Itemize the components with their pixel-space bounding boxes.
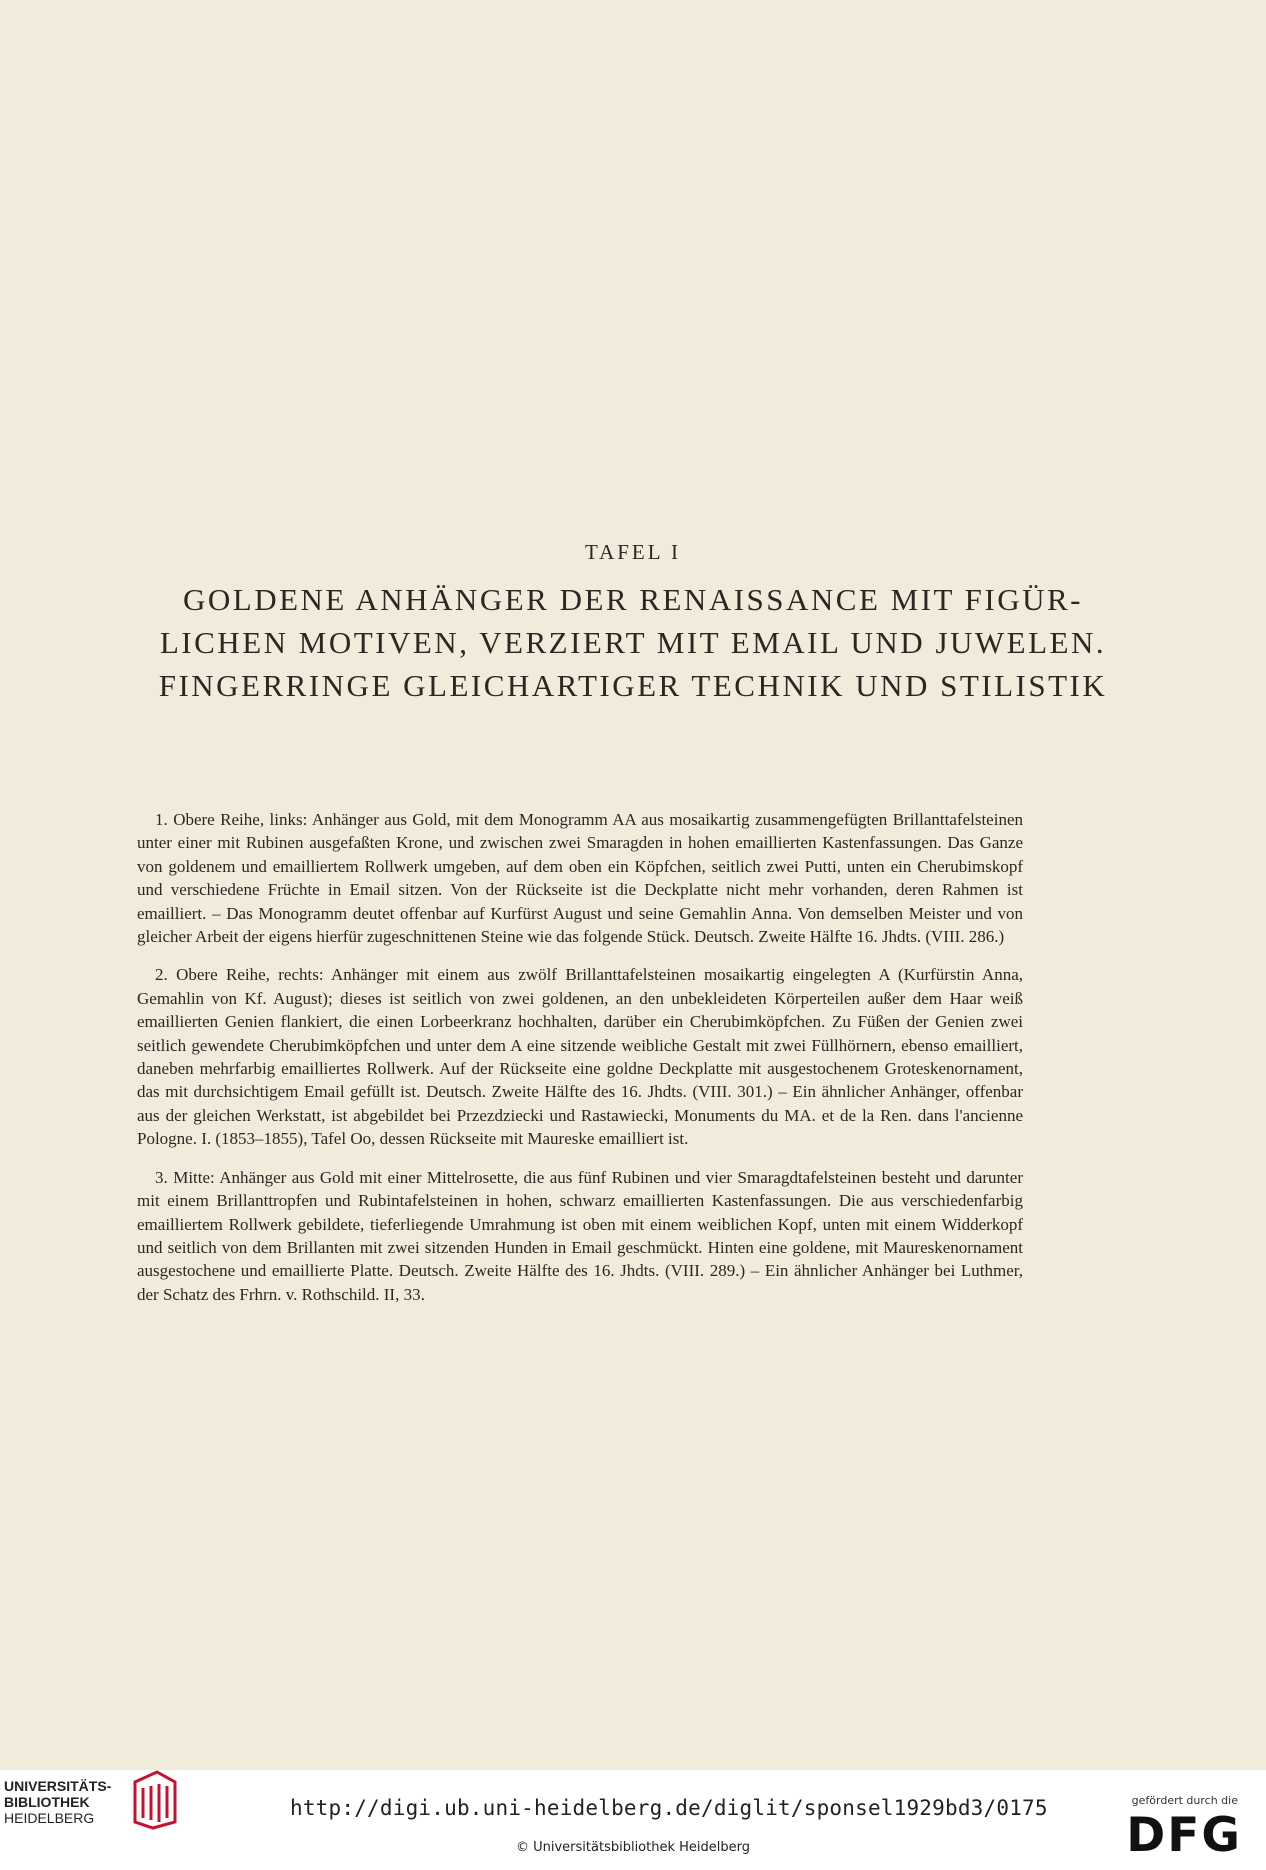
plate-label: TAFEL I: [584, 540, 682, 564]
title-line-3: FINGERRINGE GLEICHARTIGER TECHNIK UND STILISTIK: [158, 668, 1108, 703]
library-line-1: UNIVERSITÄTS-: [4, 1778, 112, 1794]
library-logo-icon: [127, 1770, 183, 1830]
entry-3: 3. Mitte: Anhänger aus Gold mit einer Mittelrosette, die aus fünf Rubinen und vier Smaragdtafelsteinen besteht und darunter mit einem Brillanttropfen und Rubintafelsteinen in hohen, schwarz emaillierten Kastenfassungen. Die aus verschiedenfarbig emailliertem Rollwerk gebildete, tieferliegende Umrahmung ist oben mit einem weiblichen Kopf, unten mit einem Widderkopf und seitlich von dem Brillanten mit zwei sitzenden Hunden in Email geschmückt. Hinten eine goldene, mit Maureskenornament ausgestochene und emaillierte Platte. Deutsch. Zweite Hälfte des 16. Jhdts. (VIII. 289.) – Ein ähnlicher Anhänger bei Luthmer, der Schatz des Frhrn. v. Rothschild. II, 33.: [137, 1167, 1023, 1304]
entry-2: 2. Obere Reihe, rechts: Anhänger mit einem aus zwölf Brillanttafelsteinen mosaikartig eingelegten A (Kurfürstin Anna, Gemahlin von Kf. August); dieses ist seitlich von zwei goldenen, an den unbekleideten Körperteilen außer dem Haar weiß emaillierten Genien flankiert, die einen Lorbeerkranz hochhalten, darüber ein Cherubimköpfchen. Zu Füßen der Genien zwei seitlich gewendete Cherubimköpfchen und unter dem A eine sitzende weibliche Gestalt mit zwei Füllhörnern, ebenso emailliert, daneben mehrfarbig emailliertes Rollwerk. Auf der Rückseite eine goldne Deckplatte mit ausgestochenem Groteskenornament, das mit durchsichtigem Email gefüllt ist. Deutsch. Zweite Hälfte des 16. Jhdts. (VIII. 301.) – Ein ähnlicher Anhänger, offenbar aus der gleichen Werkstatt, ist abgebildet bei Przezdziecki und Rastawiecki, Monuments du MA. et de la Ren. dans l'ancienne Pologne. I. (1853–1855), Tafel Oo, dessen Rückseite mit Maureske emailliert ist.: [137, 965, 1023, 1149]
plate-title: [0, 578, 1266, 707]
library-line-3: HEIDELBERG: [4, 1810, 95, 1826]
library-line-2: BIBLIOTHEK: [4, 1794, 90, 1810]
title-line-1: GOLDENE ANHÄNGER DER RENAISSANCE MIT FIGÜR-: [182, 582, 1083, 617]
description-body: [137, 808, 1023, 1321]
dfg-logo[interactable]: DFG: [1126, 1808, 1242, 1863]
sponsor-label: gefördert durch die: [1131, 1794, 1238, 1807]
copyright-notice: © Universitätsbibliothek Heidelberg: [515, 1840, 750, 1855]
title-line-2: LICHEN MOTIVEN, VERZIERT MIT EMAIL UND JUWELEN.: [159, 625, 1107, 660]
footer-bar: [0, 1770, 1266, 1870]
entry-1: 1. Obere Reihe, links: Anhänger aus Gold, mit dem Monogramm AA aus mosaikartig zusammengefügten Brillanttafelsteinen unter einer mit Rubinen ausgefaßten Krone, und zwischen zwei Smaragden in hohen emaillierten Kastenfassungen. Das Ganze von goldenem und emailliertem Rollwerk umgeben, auf dem oben ein Köpfchen, seitlich zwei Putti, unten ein Cherubimskopf und verschiedene Früchte in Email sitzen. Von der Rückseite ist die Deckplatte nicht mehr vorhanden, deren Rahmen ist emailliert. – Das Monogramm deutet offenbar auf Kurfürst August und seine Gemahlin Anna. Von demselben Meister und von gleicher Arbeit der eigens hierfür zugeschnittenen Steine wie das folgende Stück. Deutsch. Zweite Hälfte 16. Jhdts. (VIII. 286.): [137, 810, 1023, 947]
permalink[interactable]: http://digi.ub.uni-heidelberg.de/diglit/sponsel1929bd3/0175: [290, 1796, 1048, 1820]
library-name[interactable]: [4, 1778, 111, 1826]
